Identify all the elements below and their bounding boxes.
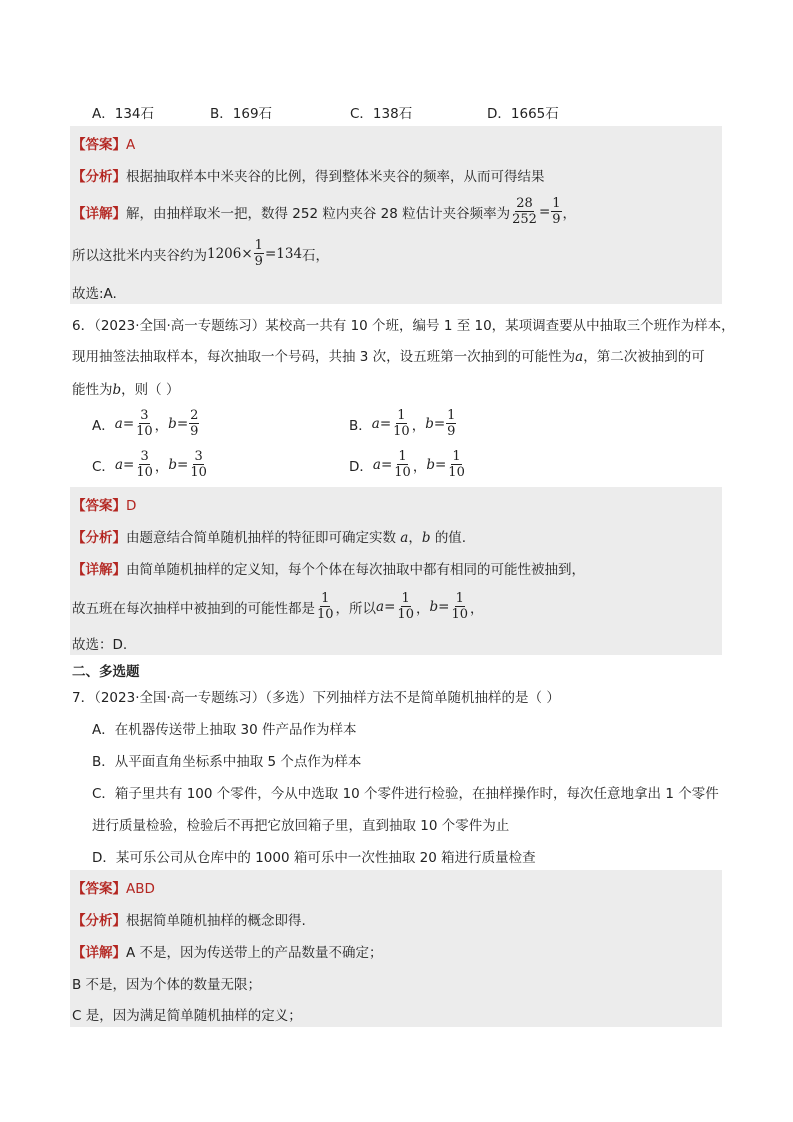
q6-stem-line1: 6．（2023·全国·高一专题练习）某校高一共有 10 个班，编号 1 至 10，某项调查要从中抽取三个班作为样本， bbox=[72, 318, 735, 334]
fraction: $\frac{1}{10}$ bbox=[448, 449, 465, 480]
q7-option-a: A．在机器传送带上抽取 30 件产品作为样本 bbox=[92, 722, 357, 738]
fraction: $\frac{2}{9}$ bbox=[190, 408, 199, 439]
fraction: $\frac{1}{10}$ bbox=[317, 591, 334, 622]
fraction: $\frac{1}{10}$ bbox=[393, 408, 410, 439]
q7-answer: 【答案】ABD bbox=[72, 881, 155, 897]
q5-analysis: 【分析】根据抽取样本中米夹谷的比例，得到整体米夹谷的频率，从而可得结果 bbox=[72, 169, 545, 185]
q6-detail-line2: 故五班在每次抽样中被抽到的可能性都是 $\frac{1}{10}$ ，所以 a = $\frac{1}{10}$ ， b = $\frac{1}{10}$ ， bbox=[72, 591, 484, 622]
q6-option-d: D． a = $\frac{1}{10}$ ， b = $\frac{1}{10}$ bbox=[349, 449, 465, 480]
q7-detail-line2: B 不是，因为个体的数量无限； bbox=[72, 977, 262, 993]
q7-option-d: D．某可乐公司从仓库中的 1000 箱可乐中一次性抽取 20 箱进行质量检查 bbox=[92, 850, 536, 866]
q7-analysis: 【分析】根据简单随机抽样的概念即得. bbox=[72, 913, 306, 929]
section-title: 二、多选题 bbox=[72, 664, 140, 680]
q7-option-c-line1: C．箱子里共有 100 个零件，今从中选取 10 个零件进行检验，在抽样操作时，每次任意地拿出 1 个零件 bbox=[92, 786, 719, 802]
fraction: $\frac{1}{9}$ bbox=[254, 238, 263, 269]
q6-answer: 【答案】D bbox=[72, 498, 137, 514]
q5-option-b: B．169石 bbox=[210, 106, 273, 122]
q5-option-a: A．134石 bbox=[92, 106, 155, 122]
q6-stem-line3: 能性为b，则（ ） bbox=[72, 382, 180, 398]
q7-option-b: B．从平面直角坐标系中抽取 5 个点作为样本 bbox=[92, 754, 362, 770]
fraction: $\frac{1}{9}$ bbox=[552, 196, 561, 227]
q5-detail-line1: 【详解】 解，由抽样取米一把，数得 252 粒内夹谷 28 粒估计夹谷频率为 $\frac{28}{252}$ = $\frac{1}{9}$ ， bbox=[72, 196, 577, 227]
fraction: $\frac{3}{10}$ bbox=[136, 408, 153, 439]
q6-detail-line1: 【详解】由简单随机抽样的定义知，每个个体在每次抽取中都有相同的可能性被抽到， bbox=[72, 562, 585, 578]
q5-option-c: C．138石 bbox=[350, 106, 413, 122]
q7-detail-line1: 【详解】A 不是，因为传送带上的产品数量不确定； bbox=[72, 945, 383, 961]
q5-detail-line2: 所以这批米内夹谷约为 1206× $\frac{1}{9}$ =134 石， bbox=[72, 238, 330, 269]
fraction: $\frac{3}{10}$ bbox=[136, 449, 153, 480]
fraction: $\frac{3}{10}$ bbox=[190, 449, 207, 480]
q5-answer: 【答案】A bbox=[72, 137, 136, 153]
fraction: $\frac{1}{10}$ bbox=[451, 591, 468, 622]
q7-stem: 7．（2023·全国·高一专题练习）（多选）下列抽样方法不是简单随机抽样的是（ ） bbox=[72, 690, 560, 706]
q6-stem-line2: 现用抽签法抽取样本，每次抽取一个号码，共抽 3 次，设五班第一次抽到的可能性为a，第二次被抽到的可 bbox=[72, 349, 705, 365]
q6-conclusion: 故选：D. bbox=[72, 637, 128, 653]
fraction: $\frac{28}{252}$ bbox=[512, 196, 537, 227]
fraction: $\frac{1}{10}$ bbox=[397, 591, 414, 622]
q7-detail-line3: C 是，因为满足简单随机抽样的定义； bbox=[72, 1008, 302, 1024]
q6-option-c: C． a = $\frac{3}{10}$ ， b = $\frac{3}{10}$ bbox=[92, 449, 207, 480]
q5-option-d: D．1665石 bbox=[487, 106, 559, 122]
q7-option-c-line2: 进行质量检验，检验后不再把它放回箱子里，直到抽取 10 个零件为止 bbox=[92, 818, 510, 834]
q6-option-b: B． a = $\frac{1}{10}$ ， b = $\frac{1}{9}$ bbox=[349, 408, 456, 439]
q6-option-a: A． a = $\frac{3}{10}$ ， b = $\frac{2}{9}$ bbox=[92, 408, 199, 439]
q6-analysis: 【分析】由题意结合简单随机抽样的特征即可确定实数 a，b 的值. bbox=[72, 530, 467, 546]
fraction: $\frac{1}{10}$ bbox=[394, 449, 411, 480]
fraction: $\frac{1}{9}$ bbox=[447, 408, 456, 439]
q5-conclusion: 故选:A. bbox=[72, 286, 117, 302]
